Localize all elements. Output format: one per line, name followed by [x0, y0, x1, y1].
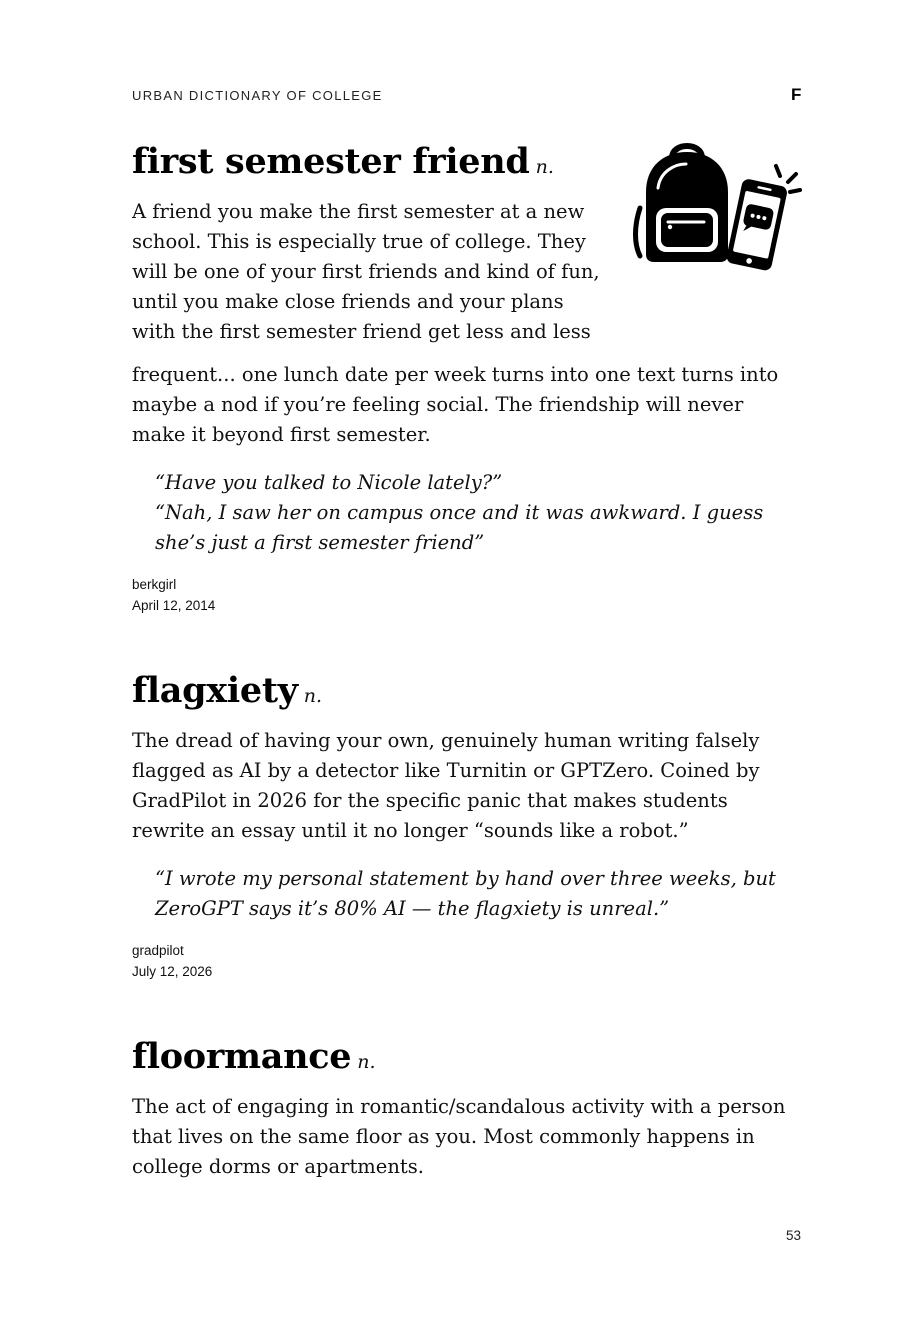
entry-heading [132, 1036, 802, 1077]
entry-headword: first semester friend [132, 141, 530, 182]
entry-meta [132, 940, 802, 982]
entry-headword: flagxiety [132, 670, 298, 711]
entry-example [155, 468, 802, 558]
example-line: “Nah, I saw her on campus once and it was awkward. I guess she’s just a first semester friend” [155, 501, 764, 554]
entry-heading [132, 141, 802, 182]
part-of-speech: n. [303, 685, 323, 707]
entry-definition-continued: frequent... one lunch date per week turns into one text turns into maybe a nod if you’re feeling social. The friendship will never make it beyond first semester. [132, 363, 779, 446]
entry-definition: A friend you make the first semester at a new school. This is especially true of college. They will be one of your first friends and kind of fun, until you make close friends and your plans with the first semester friend get less and less [132, 200, 600, 343]
entry-flagxiety [132, 670, 802, 982]
entry-author: gradpilot [132, 943, 184, 958]
section-letter: F [791, 85, 802, 104]
entry-definition: The act of engaging in romantic/scandalous activity with a person that lives on the same floor as you. Most commonly happens in college dorms or apartments. [132, 1095, 786, 1178]
part-of-speech: n. [357, 1051, 376, 1073]
running-head: URBAN DICTIONARY OF COLLEGE [132, 88, 383, 103]
entry-meta [132, 574, 802, 616]
entry-example [155, 864, 802, 924]
entry-first-semester-friend [132, 141, 802, 616]
example-line: “I wrote my personal statement by hand over three weeks, but ZeroGPT says it’s 80% AI — the flagxiety is unreal.” [155, 867, 776, 920]
entry-heading [132, 670, 802, 711]
entry-author: berkgirl [132, 577, 177, 592]
entry-date: April 12, 2014 [132, 598, 216, 613]
entry-date: July 12, 2026 [132, 964, 213, 979]
entry-floormance [132, 1036, 802, 1182]
page-number: 53 [786, 1228, 802, 1243]
example-line: “Have you talked to Nicole lately?” [155, 471, 503, 494]
entry-definition: The dread of having your own, genuinely human writing falsely flagged as AI by a detector like Turnitin or GPTZero. Coined by GradPilot in 2026 for the specific panic that makes students rewrite an essay until it no longer “sounds like a robot.” [132, 729, 760, 842]
part-of-speech: n. [535, 156, 554, 178]
entry-headword: floormance [132, 1036, 352, 1077]
